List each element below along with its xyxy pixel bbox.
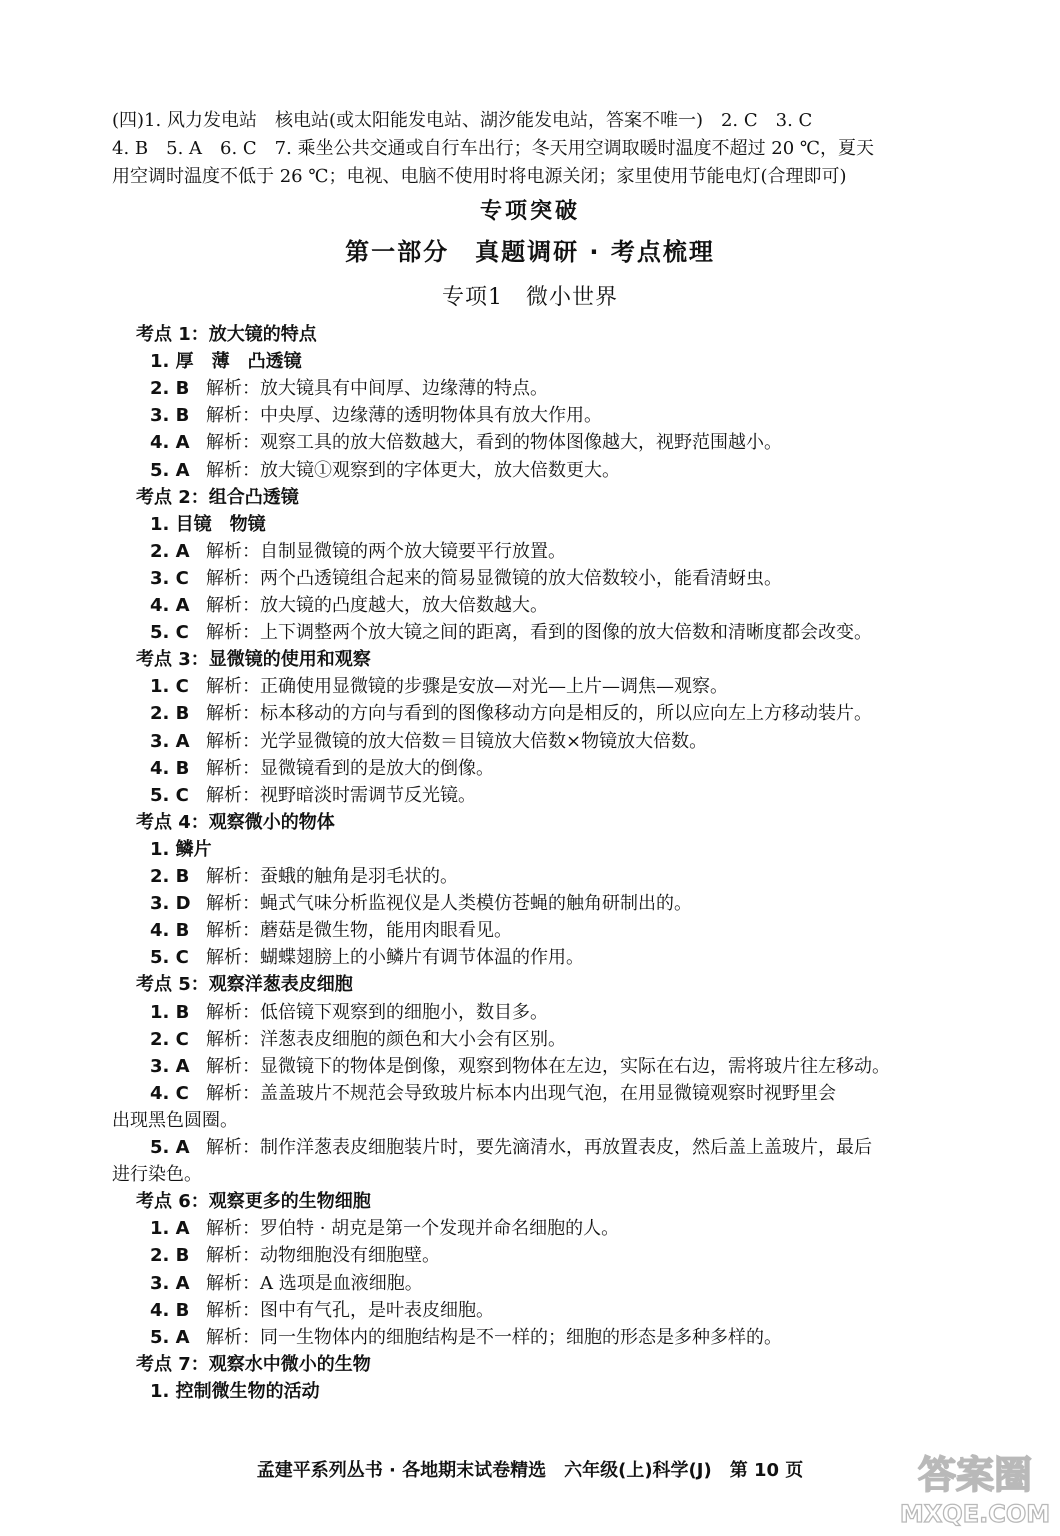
answer-explanation: 解析：观察工具的放大倍数越大，看到的物体图像越大，视野范围越小。 (206, 432, 782, 454)
answer-continuation (112, 1108, 982, 1134)
answer-key: 2. A (150, 540, 190, 562)
answer-item (150, 1027, 1020, 1053)
topic-heading: 专项1 微小世界 (442, 285, 618, 310)
answer-key: 3. D (150, 893, 191, 915)
intro-line-3: 用空调时温度不低于 26 ℃；电视、电脑不使用时将电源关闭；家里使用节能电灯(合理即可) (112, 166, 847, 187)
kaodian-heading (136, 972, 1006, 998)
answer-explanation: 解析：蚕蛾的触角是羽毛状的。 (206, 866, 458, 887)
answer-item (150, 512, 1020, 538)
answer-explanation: 解析：图中有气孔，是叶表皮细胞。 (206, 1299, 494, 1321)
answer-explanation: 解析：动物细胞没有细胞壁。 (206, 1245, 440, 1267)
answer-key: 2. B (150, 703, 190, 725)
answer-item (150, 701, 1020, 727)
kaodian-title: 考点 6：观察更多的生物细胞 (136, 1191, 371, 1213)
answer-key: 4. A (150, 595, 190, 616)
answer-item (150, 674, 1020, 700)
answer-item (150, 837, 1020, 863)
answer-item (150, 403, 1020, 429)
answer-key: 1. 控制微生物的活动 (150, 1380, 320, 1402)
answer-key: 2. B (150, 1245, 190, 1267)
answer-continuation (112, 1162, 982, 1188)
answer-item (150, 1379, 1020, 1405)
answer-explanation: 解析：显微镜下的物体是倒像，观察到物体在左边，实际在右边，需将玻片往左移动。 (206, 1055, 890, 1077)
answer-key: 3. A (150, 1272, 190, 1294)
answer-explanation: 解析：蝇式气味分析监视仪是人类模仿苍蝇的触角研制出的。 (206, 893, 692, 915)
intro-line-2: 4. B 5. A 6. C 7. 乘坐公共交通或自行车出行；冬天用空调取暖时温度不超过 20 ℃，夏天 (112, 138, 875, 159)
part-heading: 第一部分 真题调研 · 考点梳理 (345, 238, 715, 266)
answer-explanation: 解析：光学显微镜的放大倍数＝目镜放大倍数×物镜放大倍数。 (206, 730, 708, 752)
answer-key: 2. B (150, 378, 190, 400)
kaodian-title: 考点 3：显微镜的使用和观察 (136, 649, 371, 671)
answer-item (150, 539, 1020, 565)
answer-key: 5. A (150, 459, 190, 481)
answer-key: 5. A (150, 1137, 190, 1158)
answer-explanation: 解析：正确使用显微镜的步骤是安放—对光—上片—调焦—观察。 (206, 676, 728, 698)
answer-explanation: 解析：洋葱表皮细胞的颜色和大小会有区别。 (206, 1028, 566, 1050)
answer-key: 4. C (150, 1082, 189, 1104)
answer-key: 1. 目镜 物镜 (150, 513, 266, 535)
answer-item (150, 1325, 1020, 1351)
answer-item (150, 783, 1020, 809)
kaodian-heading (136, 322, 1006, 348)
answer-item (150, 458, 1020, 484)
answer-item (150, 945, 1020, 971)
answer-key: 1. 鳞片 (150, 838, 212, 860)
answer-key: 5. A (150, 1326, 190, 1348)
answer-explanation: 解析：蝴蝶翅膀上的小鳞片有调节体温的作用。 (206, 947, 584, 969)
intro-line-1: (四)1. 风力发电站 核电站(或太阳能发电站、湖汐能发电站，答案不唯一) 2. C 3. C (112, 110, 813, 131)
answer-key: 4. B (150, 757, 190, 779)
answer-item (150, 1271, 1020, 1297)
answer-item (150, 1081, 1020, 1107)
kaodian-heading (136, 1189, 1006, 1215)
answer-key: 3. C (150, 567, 189, 589)
kaodian-heading (136, 485, 1006, 511)
page-footer: 孟建平系列丛书 · 各地期末试卷精选 六年级(上)科学(J) 第 10 页 (256, 1460, 804, 1481)
answer-key: 5. C (150, 947, 189, 969)
answer-key: 1. A (150, 1218, 190, 1240)
answer-key: 1. B (150, 1001, 190, 1023)
answer-explanation: 解析：放大镜①观察到的字体更大，放大倍数更大。 (206, 459, 620, 481)
answer-explanation: 解析：盖盖玻片不规范会导致玻片标本内出现气泡，在用显微镜观察时视野里会 (206, 1082, 836, 1104)
watermark-logo (900, 1440, 1050, 1530)
answer-item (150, 891, 1020, 917)
answer-key: 3. A (150, 1055, 190, 1077)
kaodian-title: 考点 2：组合凸透镜 (136, 486, 299, 508)
kaodian-title: 考点 7：观察水中微小的生物 (136, 1353, 371, 1375)
answer-key: 3. B (150, 405, 190, 427)
answer-explanation: 解析：视野暗淡时需调节反光镜。 (206, 784, 476, 806)
kaodian-title: 考点 5：观察洋葱表皮细胞 (136, 974, 353, 996)
answer-item (150, 918, 1020, 944)
answer-explanation: 解析：自制显微镜的两个放大镜要平行放置。 (206, 540, 566, 562)
answer-item (150, 1298, 1020, 1324)
kaodian-title: 考点 1：放大镜的特点 (136, 324, 317, 345)
kaodian-heading (136, 810, 1006, 836)
answer-explanation: 解析：同一生物体内的细胞结构是不一样的；细胞的形态是多种多样的。 (206, 1326, 782, 1348)
answer-explanation: 解析：两个凸透镜组合起来的简易显微镜的放大倍数较小，能看清蚜虫。 (206, 567, 782, 589)
answer-item (150, 756, 1020, 782)
watermark-url: MXQE.COM (900, 1500, 1050, 1528)
answer-item (150, 1135, 1020, 1161)
answer-item (150, 1000, 1020, 1026)
answer-key: 2. C (150, 1028, 189, 1050)
answer-item (150, 430, 1020, 456)
answer-item (150, 1216, 1020, 1242)
answer-item (150, 729, 1020, 755)
answer-item (150, 593, 1020, 619)
watermark-logo-text: 答案圈 (917, 1453, 1033, 1497)
answer-key: 2. B (150, 866, 190, 887)
answer-explanation: 解析：上下调整两个放大镜之间的距离，看到的图像的放大倍数和清晰度都会改变。 (206, 622, 872, 644)
answer-item (150, 349, 1020, 375)
answer-item (150, 566, 1020, 592)
answer-explanation: 解析：A 选项是血液细胞。 (206, 1272, 423, 1294)
answer-item (150, 620, 1020, 646)
answer-explanation: 解析：蘑菇是微生物，能用肉眼看见。 (206, 920, 512, 942)
answer-explanation: 解析：标本移动的方向与看到的图像移动方向是相反的，所以应向左上方移动装片。 (206, 703, 872, 725)
answer-explanation: 解析：罗伯特 · 胡克是第一个发现并命名细胞的人。 (206, 1218, 620, 1240)
answer-item (150, 864, 1020, 890)
answer-item (150, 1054, 1020, 1080)
continuation-text: 出现黑色圆圈。 (112, 1109, 238, 1131)
kaodian-heading (136, 1352, 1006, 1378)
answer-key: 1. C (150, 676, 189, 698)
answer-explanation: 解析：放大镜具有中间厚、边缘薄的特点。 (206, 378, 548, 400)
kaodian-title: 考点 4：观察微小的物体 (136, 811, 335, 833)
answer-item (150, 1243, 1020, 1269)
kaodian-heading (136, 647, 1006, 673)
answer-key: 4. B (150, 920, 190, 942)
answer-explanation: 解析：中央厚、边缘薄的透明物体具有放大作用。 (206, 405, 602, 427)
answer-key: 3. A (150, 730, 190, 752)
answer-explanation: 解析：放大镜的凸度越大，放大倍数越大。 (206, 595, 548, 616)
answer-item (150, 376, 1020, 402)
answer-explanation: 解析：低倍镜下观察到的细胞小，数目多。 (206, 1001, 548, 1023)
answer-key: 4. B (150, 1299, 190, 1321)
answer-key: 5. C (150, 784, 189, 806)
answer-key: 4. A (150, 432, 190, 454)
answer-key: 1. 厚 薄 凸透镜 (150, 351, 302, 373)
answer-explanation: 解析：显微镜看到的是放大的倒像。 (206, 757, 494, 779)
answer-explanation: 解析：制作洋葱表皮细胞装片时，要先滴清水，再放置表皮，然后盖上盖玻片，最后 (206, 1137, 872, 1158)
continuation-text: 进行染色。 (112, 1164, 202, 1186)
answer-key: 5. C (150, 622, 189, 644)
section-heading: 专项突破 (479, 199, 580, 224)
